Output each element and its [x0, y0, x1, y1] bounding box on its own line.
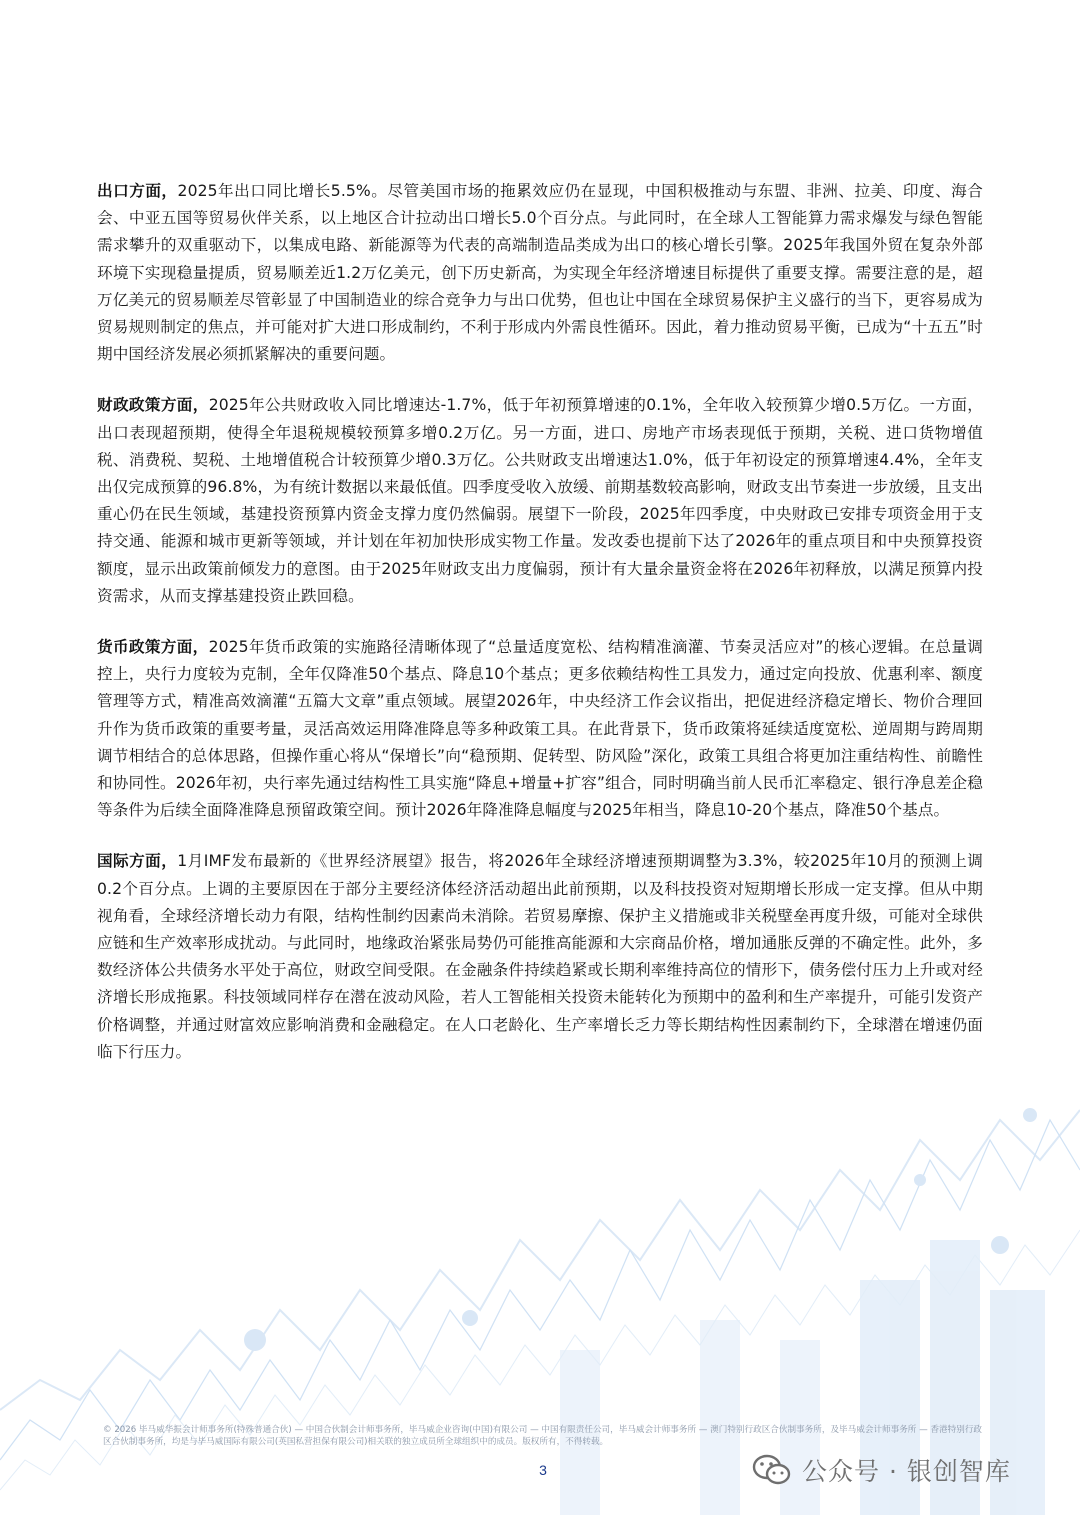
paragraph-body: 2025年出口同比增长5.5%。尽管美国市场的拖累效应仍在显现，中国积极推动与东盟、非洲、拉美、印度、海合会、中亚五国等贸易伙伴关系，以上地区合计拉动出口增长5.0个百分点。与此同时，在全球人工智能算力需求爆发与绿色智能需求攀升的双重驱动下，以集成电路、新能源等为代表的高端制造品类成为出口的核心增长引擎。2025年我国外贸在复杂外部环境下实现稳量提质，贸易顺差近1.2万亿美元，创下历史新高，为实现全年经济增速目标提供了重要支撑。需要注意的是，超万亿美元的贸易顺差尽管彰显了中国制造业的综合竞争力与出口优势，但也让中国在全球贸易保护主义盛行的当下，更容易成为贸易规则制定的焦点，并可能对扩大进口形成制约，不利于形成内外需良性循环。因此，着力推动贸易平衡，已成为“十五五”时期中国经济发展必须抓紧解决的重要问题。 — [97, 182, 983, 364]
main-content — [97, 178, 983, 1090]
paragraph-export — [97, 178, 983, 368]
paragraph-heading: 国际方面， — [97, 852, 178, 871]
paragraph-body: 2025年公共财政收入同比增速达-1.7%，低于年初预算增速的0.1%，全年收入较预算少增0.5万亿。一方面，出口表现超预期，使得全年退税规模较预算多增0.2万亿。另一方面，进口、房地产市场表现低于预期，关税、进口货物增值税、消费税、契税、土地增值税合计较预算少增0.3万亿。公共财政支出增速达1.0%，低于年初设定的预算增速4.4%，全年支出仅完成预算的96.8%，为有统计数据以来最低值。四季度受收入放缓、前期基数较高影响，财政支出节奏进一步放缓，且支出重心仍在民生领域，基建投资预算内资金支撑力度仍然偏弱。展望下一阶段，2025年四季度，中央财政已安排专项资金用于支持交通、能源和城市更新等领域，并计划在年初加快形成实物工作量。发改委也提前下达了2026年的重点项目和中央预算投资额度，显示出政策前倾发力的意图。由于2025年财政支出力度偏弱，预计有大量余量资金将在2026年初释放，以满足预算内投资需求，从而支撑基建投资止跌回稳。 — [97, 396, 983, 605]
background-chart-decoration — [0, 1080, 1080, 1515]
paragraph-fiscal-policy — [97, 392, 983, 610]
wechat-watermark — [752, 1452, 1011, 1488]
paragraph-international — [97, 848, 983, 1066]
paragraph-heading: 财政政策方面， — [97, 396, 209, 415]
watermark-text: 公众号 · 银创智库 — [802, 1457, 1011, 1486]
paragraph-body: 1月IMF发布最新的《世界经济展望》报告，将2026年全球经济增速预期调整为3.3%，较2025年10月的预测上调0.2个百分点。上调的主要原因在于部分主要经济体经济活动超出此前预期，以及科技投资对短期增长形成一定支撑。但从中期视角看，全球经济增长动力有限，结构性制约因素尚未消除。若贸易摩擦、保护主义措施或非关税壁垒再度升级，可能对全球供应链和生产效率形成扰动。与此同时，地缘政治紧张局势仍可能推高能源和大宗商品价格，增加通胀反弹的不确定性。此外，多数经济体公共债务水平处于高位，财政空间受限。在金融条件持续趋紧或长期利率维持高位的情形下，债务偿付压力上升或对经济增长形成拖累。科技领域同样存在潜在波动风险，若人工智能相关投资未能转化为预期中的盈利和生产率提升，可能引发资产价格调整，并通过财富效应影响消费和金融稳定。在人口老龄化、生产率增长乏力等长期结构性因素制约下，全球潜在增速仍面临下行压力。 — [97, 852, 983, 1061]
paragraph-body: 2025年货币政策的实施路径清晰体现了“总量适度宽松、结构精准滴灌、节奏灵活应对”的核心逻辑。在总量调控上，央行力度较为克制，全年仅降准50个基点、降息10个基点；更多依赖结构性工具发力，通过定向投放、优惠利率、额度管理等方式，精准高效滴灌“五篇大文章”重点领域。展望2026年，中央经济工作会议指出，把促进经济稳定增长、物价合理回升作为货币政策的重要考量，灵活高效运用降准降息等多种政策工具。在此背景下，货币政策将延续适度宽松、逆周期与跨周期调节相结合的总体思路，但操作重心将从“保增长”向“稳预期、促转型、防风险”深化，政策工具组合将更加注重结构性、前瞻性和协同性。2026年初，央行率先通过结构性工具实施“降息+增量+扩容”组合，同时明确当前人民币汇率稳定、银行净息差企稳等条件为后续全面降准降息预留政策空间。预计2026年降准降息幅度与2025年相当，降息10-20个基点，降准50个基点。 — [97, 638, 983, 820]
copyright-notice: © 2026 毕马威华振会计师事务所(特殊普通合伙) — 中国合伙制会计师事务所，毕马威企业咨询(中国)有限公司 — 中国有限责任公司，毕马威会计师事务所 — 澳门特别行政区合伙制事务所，及毕马威会计师事务所 — 香港特别行政区合伙制事务所，均是与毕马威国际有限公司(英国私营担保有限公司)相关联的独立成员所全球组织中的成员。版权所有，不得转载。 — [103, 1425, 983, 1447]
paragraph-heading: 货币政策方面， — [97, 638, 209, 657]
page-number: 3 — [539, 1462, 547, 1478]
paragraph-heading: 出口方面， — [97, 182, 178, 200]
wechat-icon — [752, 1454, 792, 1486]
paragraph-monetary-policy — [97, 634, 983, 824]
